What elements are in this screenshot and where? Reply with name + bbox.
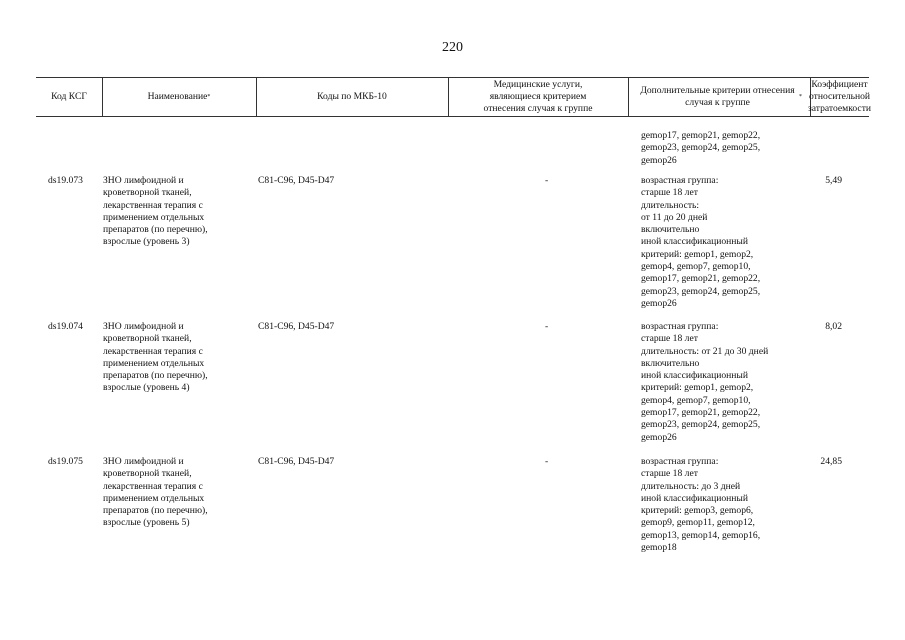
name-cell: ЗНО лимфоидной и кроветворной тканей, лекарственная терапия с применением отдельных препаратов (по перечню), взрослые (уровень 3) (103, 175, 208, 248)
services-cell: - (545, 321, 549, 332)
mkb-cell: C81-C96, D45-D47 (258, 321, 335, 332)
page-number: 220 (442, 40, 463, 55)
table-header (36, 77, 872, 117)
coefficient-cell: 5,49 (825, 175, 842, 186)
header-mkb: Коды по МКБ-10 (317, 90, 387, 102)
services-cell: - (545, 175, 549, 186)
criteria-cell: возрастная группа: старше 18 лет длительность: от 11 до 20 дней включительно иной классификационный критерий: gemop1, gemop2, gemop4, gemop7, gemop10, gemop17, gemop21, gemop22, gemop23, gemop24, gemop25, gemop26 (641, 175, 761, 309)
criteria-cell: возрастная группа: старше 18 лет длительность: от 21 до 30 дней включительно иной классификационный критерий: gemop1, gemop2, gemop4, gemop7, gemop10, gemop17, gemop21, gemop22, gemop23, gemop24, gemop25, gemop26 (641, 321, 769, 443)
name-cell: ЗНО лимфоидной и кроветворной тканей, лекарственная терапия с применением отдельных препаратов (по перечню), взрослые (уровень 5) (103, 456, 208, 529)
name-cell: ЗНО лимфоидной и кроветворной тканей, лекарственная терапия с применением отдельных препаратов (по перечню), взрослые (уровень 4) (103, 321, 208, 394)
header-code: Код КСГ (51, 90, 87, 102)
services-cell: - (545, 456, 549, 467)
coefficient-cell: 8,02 (825, 321, 842, 332)
header-name: Наименование * (147, 90, 211, 102)
code-cell: ds19.075 (48, 456, 83, 467)
code-cell: ds19.073 (48, 175, 83, 186)
header-criteria: Дополнительные критерии отнесения случая к группе * (640, 84, 802, 108)
criteria-cell: gemop17, gemop21, gemop22, gemop23, gemop24, gemop25, gemop26 (641, 130, 761, 166)
header-coefficient: Коэффициент относительной затратоемкости (808, 78, 872, 115)
header-services: Медицинские услуги, являющиеся критерием отнесения случая к группе (483, 78, 593, 115)
criteria-cell: возрастная группа: старше 18 лет длительность: до 3 дней иной классификационный критерий: gemop3, gemop6, gemop9, gemop11, gemop12, gemop13, gemop14, gemop16, gemop18 (641, 456, 761, 554)
coefficient-cell: 24,85 (820, 456, 842, 467)
mkb-cell: C81-C96, D45-D47 (258, 456, 335, 467)
mkb-cell: C81-C96, D45-D47 (258, 175, 335, 186)
code-cell: ds19.074 (48, 321, 83, 332)
